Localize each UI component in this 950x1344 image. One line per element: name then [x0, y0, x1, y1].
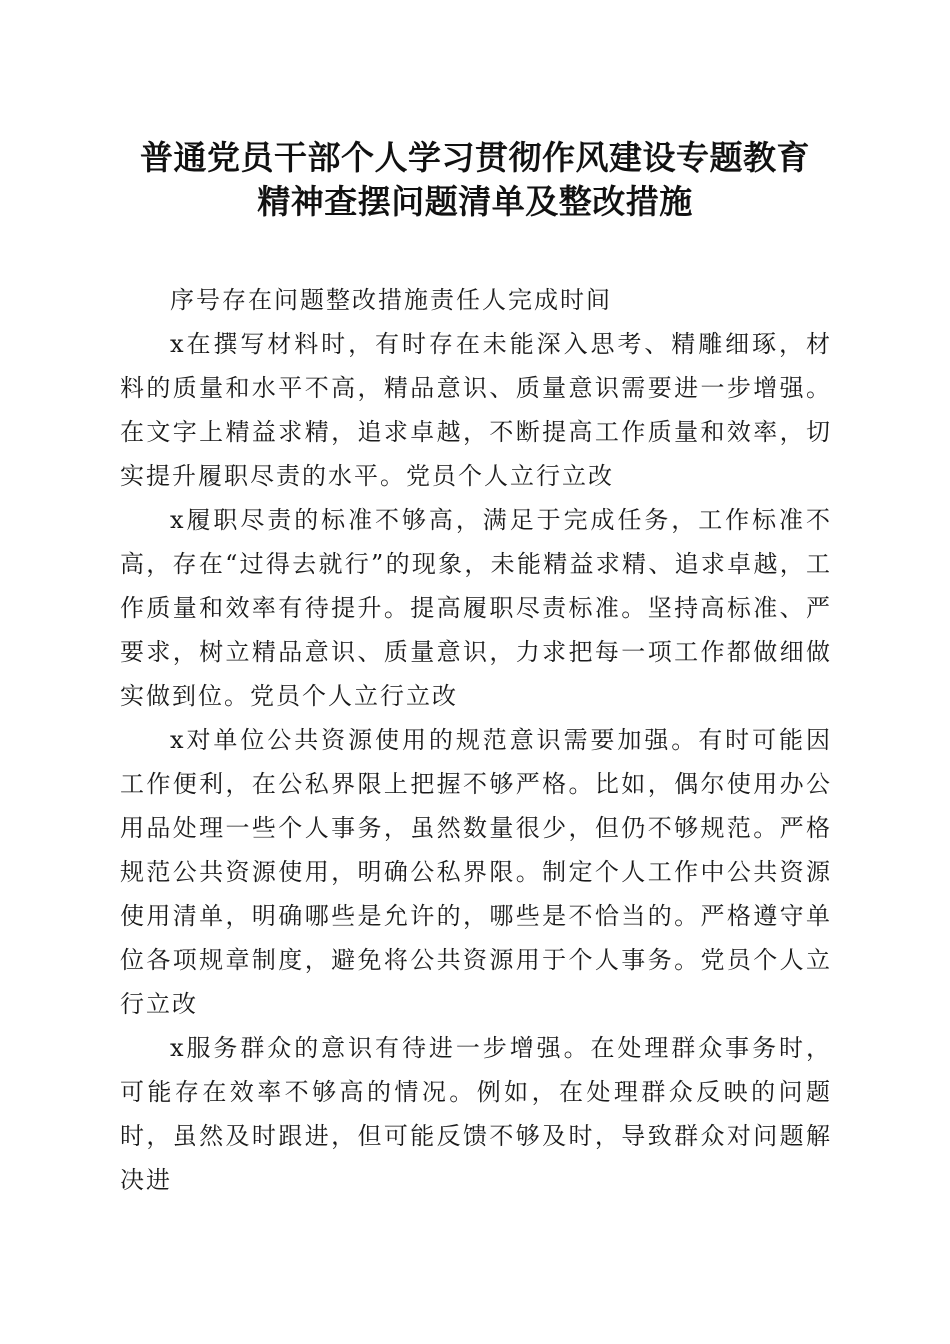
- title-line-2: 精神查摆问题清单及整改措施: [257, 182, 693, 221]
- issue-paragraph-3: x对单位公共资源使用的规范意识需要加强。有时可能因工作便利，在公私界限上把握不够严格。比如，偶尔使用办公用品处理一些个人事务，虽然数量很少，但仍不够规范。严格规范公共资源使用，明确公私界限。制定个人工作中公共资源使用清单，明确哪些是允许的，哪些是不恰当的。严格遵守单位各项规章制度，避免将公共资源用于个人事务。党员个人立行立改: [120, 726, 832, 1018]
- issue-paragraph-4: x服务群众的意识有待进一步增强。在处理群众事务时，可能存在效率不够高的情况。例如，在处理群众反映的问题时，虽然及时跟进，但可能反馈不够及时，导致群众对问题解决进: [120, 1034, 832, 1194]
- document-title: [100, 136, 850, 224]
- title-line-1: 普通党员干部个人学习贯彻作风建设专题教育: [140, 138, 810, 177]
- document-body: [120, 278, 832, 1202]
- issue-paragraph-2: x履职尽责的标准不够高，满足于完成任务，工作标准不高，存在“过得去就行”的现象，未能精益求精、追求卓越，工作质量和效率有待提升。提高履职尽责标准。坚持高标准、严要求，树立精品意识、质量意识，力求把每一项工作都做细做实做到位。党员个人立行立改: [120, 506, 832, 710]
- table-header-line: 序号存在问题整改措施责任人完成时间: [170, 286, 612, 314]
- issue-paragraph-1: x在撰写材料时，有时存在未能深入思考、精雕细琢，材料的质量和水平不高，精品意识、质量意识需要进一步增强。在文字上精益求精，追求卓越，不断提高工作质量和效率，切实提升履职尽责的水平。党员个人立行立改: [120, 330, 832, 490]
